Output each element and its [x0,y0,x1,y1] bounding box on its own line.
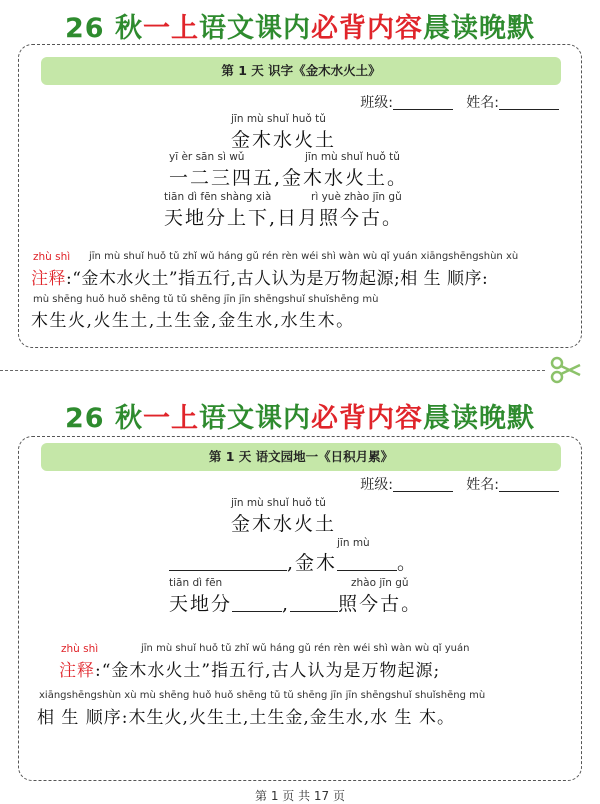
note-pinyin: jīn mù shuǐ huǒ tǔ zhǐ wǔ háng gǔ rén rèn wéi shì wàn wù qǐ yuán xiāngshēngshùn xù [89,251,519,262]
title-part: 必背内容 [310,403,423,434]
note-line: 木生火,火生土,土生金,金生水,水生木。 [31,311,355,331]
class-blank[interactable] [393,109,453,110]
title-part: 语文课内 [198,403,311,434]
worksheet-card-2 [18,436,582,781]
title-part: 语文课内 [198,13,311,44]
text-line: 天地分上下,日月照今古。 [164,207,404,229]
pinyin-line: tiān dì fēn [169,577,223,589]
fill-blank[interactable] [290,611,338,612]
title-part: 一上 [142,403,199,434]
pinyin-line: tiān dì fēn shàng xià [164,191,272,203]
page-title [0,396,600,435]
text-line: 金木水火土 [231,513,337,535]
note-line: 注释:“金木水火土”指五行,古人认为是万物起源; [59,661,441,681]
pinyin-line: jīn mù shuǐ huǒ tǔ [305,151,400,163]
text-line: 一二三四五,金木水火土。 [169,167,409,189]
title-part: 必背内容 [310,13,423,44]
pinyin-line: rì yuè zhào jīn gǔ [311,191,402,203]
note-pinyin: jīn mù shuǐ huǒ tǔ zhǐ wǔ háng gǔ rén rèn wéi shì wàn wù qǐ yuán [141,643,470,654]
note-pinyin: xiāngshēngshùn xù mù shēng huǒ huǒ shēng tǔ tǔ shēng jīn jīn shēngshuǐ shuǐshēng mù [39,690,486,701]
worksheet-card-1 [18,44,582,348]
pinyin-line: yī èr sān sì wǔ [169,151,245,163]
note-pinyin-label: zhù shì [61,643,99,655]
text-line: 金木水火土 [231,129,337,151]
name-blank[interactable] [499,109,559,110]
title-part: 26 秋 [65,13,143,44]
cut-line [0,370,545,371]
note-pinyin-label: zhù shì [33,251,71,263]
text-line: ,金木 。 [169,548,418,575]
fill-blank[interactable] [337,570,397,571]
fill-blank[interactable] [232,611,282,612]
class-name-line: 班级: 姓名: [360,92,559,112]
title-part: 26 秋 [65,403,143,434]
title-part: 一上 [142,13,199,44]
lesson-band: 第 1 天 识字《金木水火土》 [41,57,561,85]
pinyin-line: jīn mù shuǐ huǒ tǔ [231,497,326,509]
fill-blank[interactable] [169,570,287,571]
pinyin-line: jīn mù shuǐ huǒ tǔ [231,113,326,125]
note-line: 相 生 顺序:木生火,火生土,土生金,金生水,水 生 木。 [37,708,455,728]
pinyin-line: jīn mù [337,537,370,549]
text-line: 天地分 , 照今古。 [169,593,423,615]
page-title [0,6,600,45]
title-part: 晨读晚默 [422,403,535,434]
page-number: 第 1 页 共 17 页 [255,789,345,803]
name-blank[interactable] [499,491,559,492]
title-part: 晨读晚默 [422,13,535,44]
class-name-line: 班级: 姓名: [360,474,559,494]
scissors-icon [548,356,582,384]
class-blank[interactable] [393,491,453,492]
note-line: 注释:“金木水火土”指五行,古人认为是万物起源;相 生 顺序: [31,269,489,289]
lesson-band: 第 1 天 语文园地一《日积月累》 [41,443,561,471]
pinyin-line: zhào jīn gǔ [351,577,409,589]
note-pinyin: mù shēng huǒ huǒ shēng tǔ tǔ shēng jīn jīn shēngshuǐ shuǐshēng mù [33,294,379,305]
